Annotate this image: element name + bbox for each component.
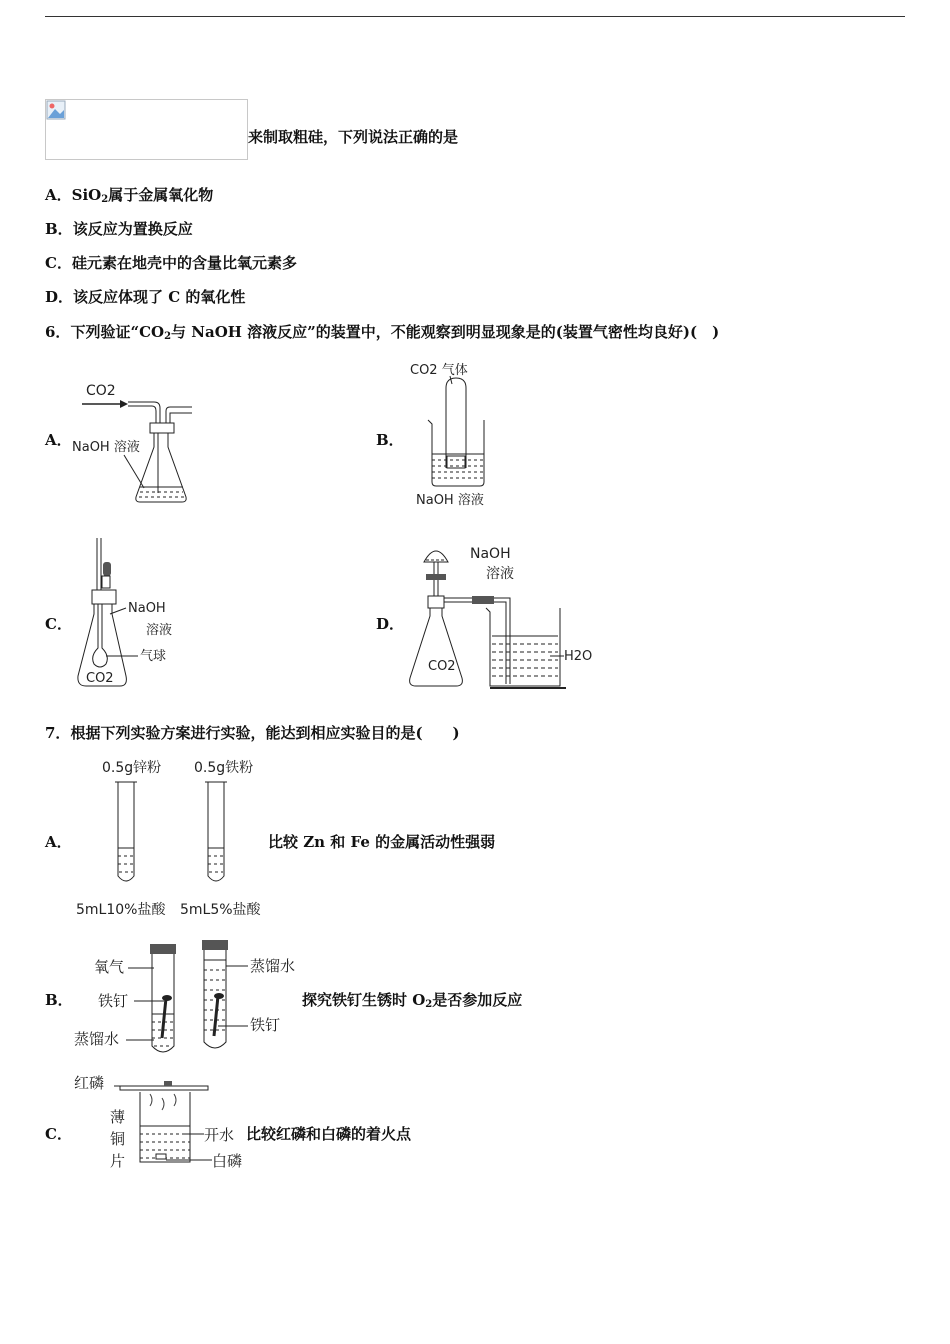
q7-a-zinc-label: 0.5g锌粉 bbox=[102, 760, 162, 776]
q7-a-acid2-label: 5mL5%盐酸 bbox=[180, 902, 261, 918]
broken-image-icon bbox=[46, 100, 66, 120]
q7-b-water2-label: 蒸馏水 bbox=[250, 957, 296, 975]
q7-a-iron-label: 0.5g铁粉 bbox=[194, 760, 254, 776]
q7-a-letter: A． bbox=[45, 833, 72, 851]
q7-b-nail2-label: 铁钉 bbox=[250, 1016, 281, 1034]
q7-b-figure bbox=[70, 936, 310, 1058]
q7-stem: 7．根据下列实验方案进行实验，能达到相应实验目的是( ) bbox=[45, 724, 460, 742]
q6-d-co2-label: CO2 bbox=[428, 659, 456, 674]
q7-b-letter: B． bbox=[45, 991, 73, 1009]
q7-b-purpose: 探究铁钉生锈时 $O_2$是否参加反应 bbox=[302, 991, 523, 1010]
q7-a-purpose: 比较 Zn 和 Fe 的金属活动性强弱 bbox=[268, 833, 496, 851]
q6-stem: 6．下列验证“$CO_2$与 NaOH 溶液反应”的装置中，不能观察到明显现象是的(装置气密性均良好)( ) bbox=[45, 323, 720, 342]
q6-a-figure bbox=[70, 375, 200, 507]
q5-option-b: B．该反应为置换反应 bbox=[45, 220, 193, 238]
q5-option-d: D．该反应体现了 C 的氧化性 bbox=[45, 288, 246, 306]
q6-d-figure bbox=[400, 536, 600, 694]
q7-c-letter: C． bbox=[45, 1125, 72, 1143]
q7-c-plate-label-2: 铜 bbox=[110, 1130, 126, 1148]
q7-a-figure bbox=[70, 752, 280, 922]
q6-d-letter: D． bbox=[376, 615, 405, 633]
q6-c-co2-label: CO2 bbox=[86, 671, 114, 686]
q6-b-figure bbox=[400, 356, 510, 512]
q6-a-co2-label: CO2 bbox=[86, 383, 116, 399]
q7-c-white-p-label: 白磷 bbox=[212, 1152, 243, 1170]
q7-c-plate-label-3: 片 bbox=[110, 1152, 126, 1170]
q6-c-letter: C． bbox=[45, 615, 72, 633]
q7-a-acid1-label: 5mL10%盐酸 bbox=[76, 902, 166, 918]
q6-c-naoh-label-2: 溶液 bbox=[146, 623, 173, 638]
q6-c-figure bbox=[70, 536, 190, 692]
q5-option-c: C．硅元素在地壳中的含量比氧元素多 bbox=[45, 254, 297, 272]
q6-c-balloon-label: 气球 bbox=[140, 649, 167, 664]
header-rule bbox=[45, 16, 905, 17]
q5-option-a: A．SiO$_2$属于金属氧化物 bbox=[45, 186, 214, 205]
q5-stem-tail: 来制取粗硅，下列说法正确的是 bbox=[248, 128, 459, 146]
broken-image-equation bbox=[45, 99, 248, 160]
q7-c-purpose: 比较红磷和白磷的着火点 bbox=[246, 1125, 412, 1143]
q7-c-hot-water-label: 开水 bbox=[204, 1126, 235, 1144]
q7-c-plate-label-1: 薄 bbox=[110, 1108, 126, 1126]
q6-a-letter: A． bbox=[45, 431, 72, 449]
q6-c-naoh-label-1: NaOH bbox=[128, 601, 166, 616]
q7-b-water1-label: 蒸馏水 bbox=[74, 1030, 120, 1048]
q7-b-oxygen-label: 氧气 bbox=[94, 958, 125, 976]
q7-c-figure bbox=[70, 1066, 250, 1180]
q6-d-naoh-label-2: 溶液 bbox=[486, 566, 514, 582]
q6-b-naoh-label: NaOH 溶液 bbox=[416, 493, 484, 508]
q6-d-naoh-label-1: NaOH bbox=[470, 546, 511, 562]
q6-d-h2o-label: H2O bbox=[564, 649, 593, 664]
q6-a-naoh-label: NaOH 溶液 bbox=[72, 440, 140, 455]
q7-c-red-p-label: 红磷 bbox=[74, 1074, 105, 1092]
q7-b-nail1-label: 铁钉 bbox=[98, 992, 129, 1010]
q6-b-letter: B． bbox=[376, 431, 404, 449]
q6-b-gas-label: CO2 气体 bbox=[410, 363, 468, 378]
